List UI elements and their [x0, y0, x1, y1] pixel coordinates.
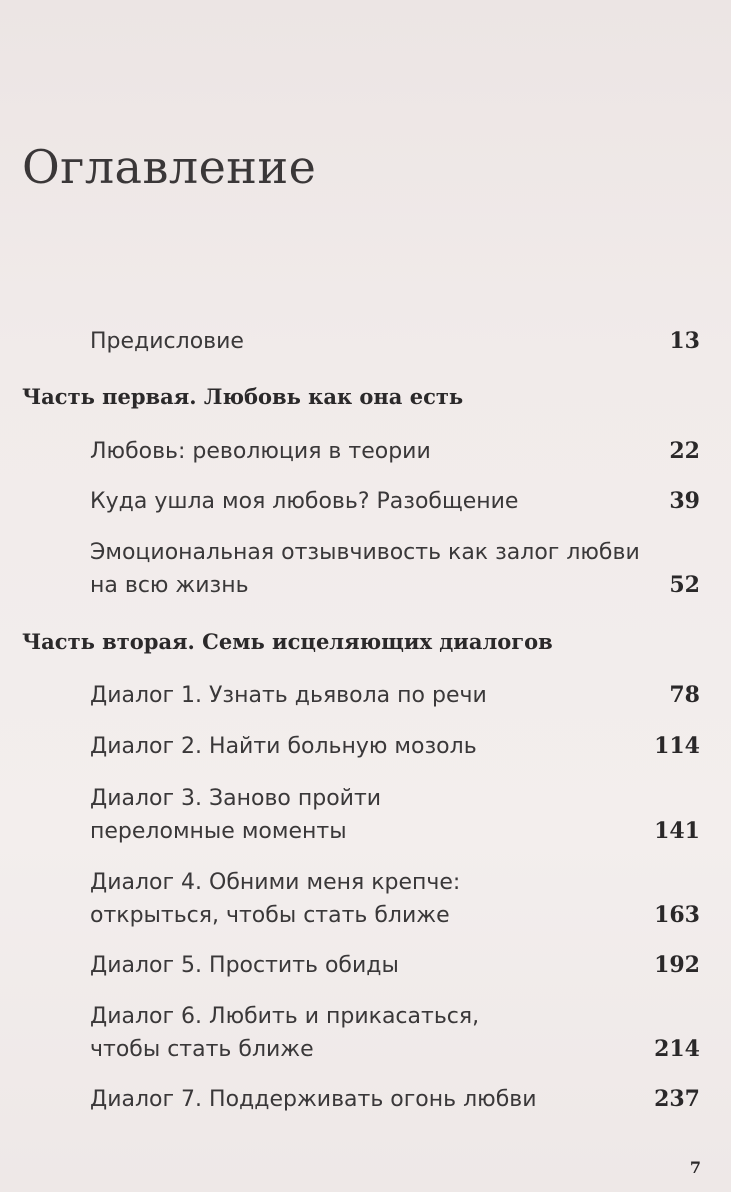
toc-entry: [90, 782, 700, 848]
toc-entry-page: 52: [669, 572, 700, 598]
toc-entry-page: 22: [669, 438, 700, 464]
toc-entry: [90, 866, 700, 932]
toc-entry: [90, 730, 700, 763]
toc-entry-text: Диалог 5. Простить обиды: [90, 953, 399, 978]
toc-entry-preface: [90, 325, 700, 358]
toc-entry-page: 237: [654, 1086, 700, 1112]
toc-entry-text: Диалог 3. Заново пройти переломные моменты: [90, 786, 382, 844]
toc-entry-page: 114: [654, 733, 700, 759]
toc-entry-page: 39: [669, 488, 700, 514]
toc-entry: [90, 949, 700, 982]
toc-entry-text: Куда ушла моя любовь? Разобщение: [90, 489, 519, 514]
toc-entry-page: 214: [654, 1036, 700, 1062]
toc-entry-text: Диалог 4. Обними меня крепче: открыться, чтобы стать ближе: [90, 870, 461, 928]
toc-entry-text: Предисловие: [90, 329, 244, 354]
toc-entry: [90, 1083, 700, 1116]
toc-entry-text: Любовь: революция в теории: [90, 439, 431, 464]
page-number: 7: [689, 1158, 701, 1177]
toc-entry-page: 141: [654, 818, 700, 844]
toc-part-heading-1: Часть первая. Любовь как она есть: [22, 384, 464, 409]
toc-entry: [90, 485, 700, 518]
toc-entry-page: 13: [669, 328, 700, 354]
toc-entry-text: Диалог 2. Найти больную мозоль: [90, 734, 477, 759]
toc-entry: [90, 536, 700, 602]
toc-entry: [90, 679, 700, 712]
toc-entry-page: 192: [654, 952, 700, 978]
toc-entry-text: Эмоциональная отзывчивость как залог любви на всю жизнь: [90, 540, 640, 598]
toc-entry-text: Диалог 7. Поддерживать огонь любви: [90, 1087, 537, 1112]
toc-entry-page: 163: [654, 902, 700, 928]
toc-entry: [90, 435, 700, 468]
toc-entry-text: Диалог 1. Узнать дьявола по речи: [90, 683, 487, 708]
toc-entry-page: 78: [669, 682, 700, 708]
toc-entry-text: Диалог 6. Любить и прикасаться, чтобы стать ближе: [90, 1004, 480, 1062]
toc-entry: [90, 1000, 700, 1066]
page-title: Оглавление: [22, 140, 317, 194]
toc-part-heading-2: Часть вторая. Семь исцеляющих диалогов: [22, 629, 553, 654]
